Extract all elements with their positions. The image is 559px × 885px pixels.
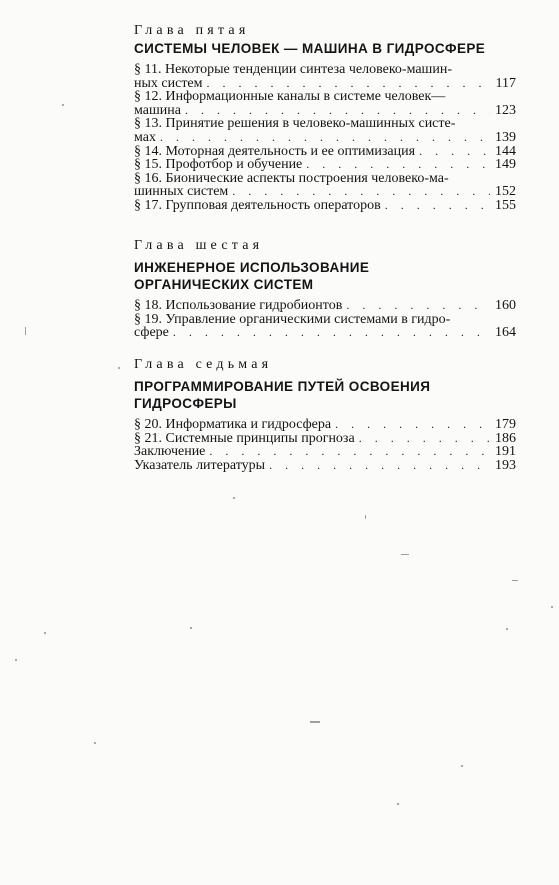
toc-entry[interactable] (134, 172, 516, 199)
entry-text: § 12. Информационные каналы в системе человек— (134, 89, 446, 105)
page-number: 186 (495, 430, 516, 446)
scan-streak (401, 554, 409, 555)
page-number: 139 (495, 129, 516, 145)
chapter-6 (134, 237, 516, 340)
chapter-title-line: ГИДРОСФЕРЫ (134, 396, 237, 411)
chapter-7 (134, 356, 516, 472)
toc-entry[interactable] (134, 63, 516, 90)
entry-text: сфере (134, 325, 169, 341)
scan-speck (118, 367, 120, 369)
leader-dots (419, 145, 490, 159)
page-number: 144 (495, 143, 516, 159)
page-number: 160 (495, 298, 516, 313)
entry-text: § 17. Групповая деятельность операторов (134, 197, 381, 213)
scan-speck (15, 659, 17, 661)
leader-dots (346, 299, 490, 313)
leader-dots (385, 199, 490, 213)
scan-speck (397, 803, 399, 805)
toc-entry[interactable] (134, 432, 516, 446)
entry-text: машина (134, 102, 181, 118)
scan-speck (365, 515, 366, 519)
chapter-title-line: ПРОГРАММИРОВАНИЕ ПУТЕЙ ОСВОЕНИЯ (134, 379, 431, 394)
page-number: 123 (495, 102, 516, 118)
entry-text: Заключение (134, 444, 206, 460)
scan-streak (25, 327, 26, 335)
entry-text: § 21. Системные принципы прогноза (134, 430, 355, 446)
scan-speck (551, 606, 553, 608)
scan-speck (44, 632, 46, 634)
leader-dots (335, 418, 490, 432)
toc-entry[interactable] (134, 199, 516, 213)
entry-text: § 14. Моторная деятельность и ее оптимизация (134, 143, 416, 159)
leader-dots (232, 185, 490, 199)
entry-text: § 15. Профотбор и обучение (134, 157, 303, 173)
scan-speck (233, 497, 235, 499)
leader-dots (160, 131, 490, 145)
chapter-title (134, 378, 516, 412)
page-number: 179 (495, 417, 516, 432)
entry-text: шинных систем (134, 184, 229, 200)
scan-streak (512, 580, 518, 581)
leader-dots (269, 459, 490, 473)
toc-entry[interactable] (134, 445, 516, 459)
scan-streak (310, 721, 320, 723)
page-number: 164 (495, 325, 516, 341)
toc-entry[interactable] (134, 117, 516, 144)
toc-entry[interactable] (134, 299, 516, 313)
entry-text: § 20. Информатика и гидросфера (134, 417, 332, 432)
toc-entry[interactable] (134, 90, 516, 117)
chapter-label: Глава пятая (134, 23, 250, 38)
toc-entry[interactable] (134, 313, 516, 340)
scan-speck (62, 104, 64, 106)
entry-text: § 16. Бионические аспекты построения человеко-ма- (134, 170, 449, 186)
entry-text: Указатель литературы (134, 457, 266, 473)
toc-entry[interactable] (134, 158, 516, 172)
chapter-title: СИСТЕМЫ ЧЕЛОВЕК — МАШИНА В ГИДРОСФЕРЕ (134, 41, 486, 56)
page-number: 191 (495, 444, 516, 460)
entry-text: § 19. Управление органическими системами в гидро- (134, 311, 451, 327)
chapter-title-line: ОРГАНИЧЕСКИХ СИСТЕМ (134, 277, 314, 292)
page-number: 152 (495, 184, 516, 200)
chapter-title (134, 259, 516, 293)
entry-text: мах (134, 129, 156, 145)
entry-text: § 18. Использование гидробионтов (134, 298, 343, 313)
toc-entry[interactable] (134, 418, 516, 432)
leader-dots (306, 158, 490, 172)
leader-dots (359, 432, 490, 446)
chapter-title-line: ИНЖЕНЕРНОЕ ИСПОЛЬЗОВАНИЕ (134, 260, 370, 275)
scan-speck (461, 765, 463, 767)
leader-dots (209, 445, 490, 459)
toc-entry[interactable] (134, 145, 516, 159)
page-number: 117 (495, 75, 516, 91)
entry-text: § 13. Принятие решения в человеко-машинных систе- (134, 116, 456, 132)
chapter-5 (134, 22, 516, 213)
leader-dots (185, 104, 490, 118)
chapter-label: Глава седьмая (134, 357, 273, 372)
page-number: 149 (495, 157, 516, 173)
scan-speck (506, 628, 508, 630)
entry-text: ных систем (134, 75, 203, 91)
chapter-label: Глава шестая (134, 238, 264, 253)
leader-dots (207, 77, 490, 91)
scan-speck (94, 742, 96, 744)
page-number: 155 (495, 197, 516, 213)
page-number: 193 (495, 457, 516, 473)
toc-entry[interactable] (134, 459, 516, 473)
entry-text: § 11. Некоторые тенденции синтеза человеко-машин- (134, 62, 452, 77)
leader-dots (173, 326, 490, 340)
scan-speck (190, 627, 192, 629)
